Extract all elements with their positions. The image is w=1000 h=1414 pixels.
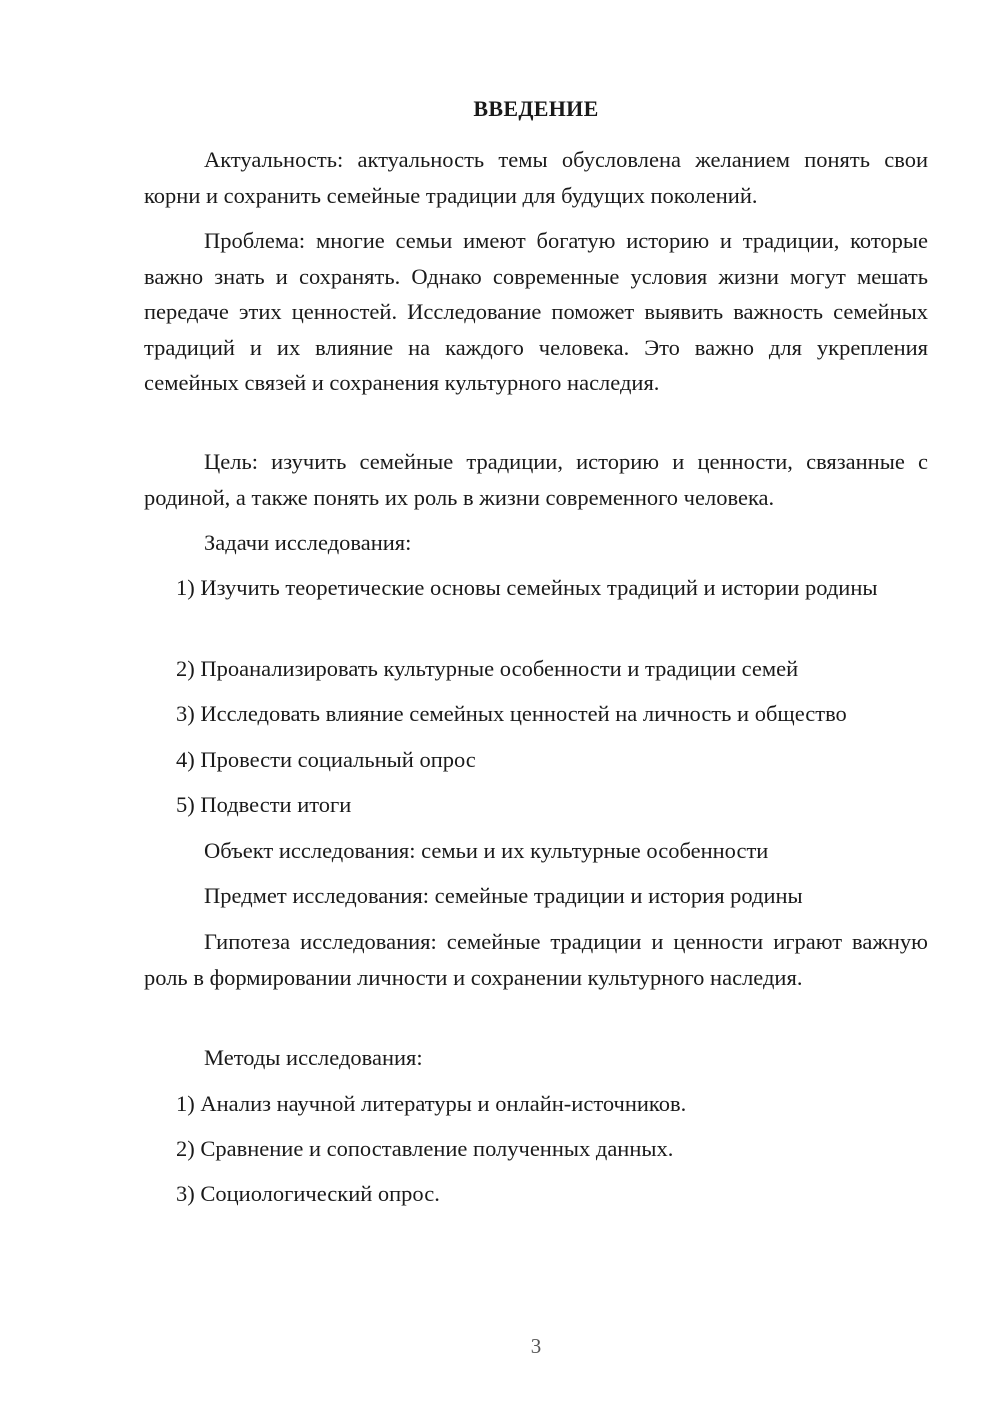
section-title: ВВЕДЕНИЕ xyxy=(473,96,599,121)
methods-heading: Методы исследования: xyxy=(204,1045,423,1070)
goal-paragraph: Цель: изучить семейные традиции, историю и ценности, связанные с родиной, а также понять их роль в жизни современного человека. xyxy=(144,449,928,510)
task-item: 2) Проанализировать культурные особенности и традиции семей xyxy=(176,656,799,681)
task-item: 3) Исследовать влияние семейных ценностей на личность и общество xyxy=(176,701,847,726)
page-number: 3 xyxy=(530,1334,542,1358)
method-item: 1) Анализ научной литературы и онлайн-источников. xyxy=(176,1091,687,1116)
hypothesis-paragraph: Гипотеза исследования: семейные традиции и ценности играют важную роль в формировании личности и сохранении культурного наследия. xyxy=(144,929,928,990)
problem-paragraph: Проблема: многие семьи имеют богатую историю и традиции, которые важно знать и сохранять. Однако современные условия жизни могут мешать передаче этих ценностей. Исследование поможет выявить важность семейных традиций и их влияние на каждого человека. Это важно для укрепления семейных связей и сохранения культурного наследия. xyxy=(144,228,928,395)
task-item: 1) Изучить теоретические основы семейных традиций и истории родины xyxy=(176,575,878,600)
subject-line: Предмет исследования: семейные традиции и история родины xyxy=(204,883,803,908)
task-item: 4) Провести социальный опрос xyxy=(176,747,476,772)
object-line: Объект исследования: семьи и их культурные особенности xyxy=(204,838,769,863)
method-item: 2) Сравнение и сопоставление полученных данных. xyxy=(176,1136,674,1161)
relevance-paragraph: Актуальность: актуальность темы обусловлена желанием понять свои корни и сохранить семейные традиции для будущих поколений. xyxy=(144,147,928,208)
task-item: 5) Подвести итоги xyxy=(176,792,352,817)
method-item: 3) Социологический опрос. xyxy=(176,1181,440,1206)
tasks-heading: Задачи исследования: xyxy=(204,530,412,555)
